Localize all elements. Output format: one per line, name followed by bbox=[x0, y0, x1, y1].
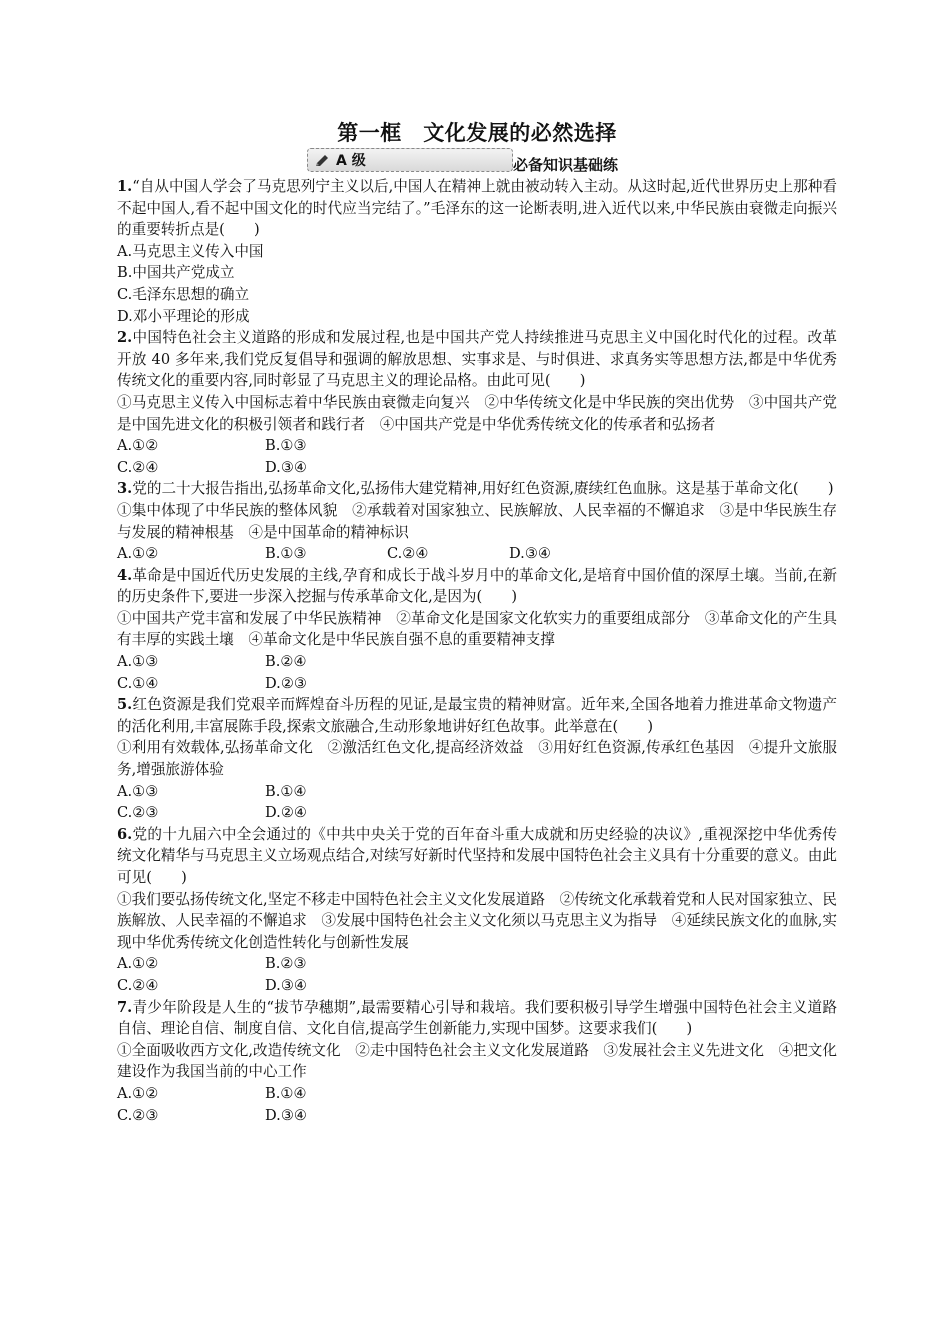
option-c[interactable]: C.毛泽东思想的确立 bbox=[117, 285, 250, 303]
options-row bbox=[117, 1105, 837, 1127]
options-row bbox=[117, 802, 837, 824]
pencil-icon bbox=[314, 154, 330, 168]
question-stem bbox=[117, 176, 837, 241]
option-d[interactable]: D.邓小平理论的形成 bbox=[117, 307, 250, 325]
question-4 bbox=[117, 565, 837, 695]
options-row bbox=[117, 651, 837, 673]
question-stem bbox=[117, 478, 837, 500]
question-text: 青少年阶段是人生的“拔节孕穗期”,最需要精心引导和栽培。我们要积极引导学生增强中国特色社会主义道路自信、理论自信、制度自信、文化自信,提高学生创新能力,实现中国梦。这要求我们( ) bbox=[117, 998, 837, 1038]
option-b[interactable]: B.①③ bbox=[265, 545, 307, 563]
question-text: “自从中国人学会了马克思列宁主义以后,中国人在精神上就由被动转入主动。从这时起,近代世界历史上那种看不起中国人,看不起中国文化的时代应当完结了。”毛泽东的这一论断表明,进入近代以来,中华民族由衰微走向振兴的重要转折点是( ) bbox=[117, 178, 837, 239]
question-5 bbox=[117, 694, 837, 824]
option-c[interactable]: C.②④ bbox=[387, 545, 429, 563]
question-number: 7. bbox=[117, 998, 133, 1016]
question-1 bbox=[117, 176, 837, 327]
question-number: 4. bbox=[117, 566, 133, 584]
option-a[interactable]: A.马克思主义传入中国 bbox=[117, 242, 264, 260]
question-statements: ①集中体现了中华民族的整体风貌 ②承载着对国家独立、民族解放、人民幸福的不懈追求 ③是中华民族生存与发展的精神根基 ④是中国革命的精神标识 bbox=[117, 501, 837, 541]
options-row bbox=[117, 673, 837, 695]
question-stem bbox=[117, 327, 837, 392]
option-c[interactable]: C.②④ bbox=[117, 458, 159, 476]
question-statements: ①我们要弘扬传统文化,坚定不移走中国特色社会主义文化发展道路 ②传统文化承载着党和人民对国家独立、民族解放、人民幸福的不懈追求 ③发展中国特色社会主义文化须以马克思主义为指导 ④延续民族文化的血脉,实现中华优秀传统文化创造性转化与创新性发展 bbox=[117, 890, 837, 951]
option-c[interactable]: C.①④ bbox=[117, 674, 159, 692]
option-b[interactable]: B.①③ bbox=[265, 437, 307, 455]
question-text: 革命是中国近代历史发展的主线,孕育和成长于战斗岁月中的革命文化,是培育中国价值的深厚土壤。当前,在新的历史条件下,要进一步深入挖掘与传承革命文化,是因为( ) bbox=[117, 566, 837, 606]
question-stem bbox=[117, 694, 837, 737]
option-a[interactable]: A.①② bbox=[117, 545, 159, 563]
question-stem bbox=[117, 824, 837, 889]
option-b[interactable]: B.①④ bbox=[265, 782, 307, 800]
options-row bbox=[117, 953, 837, 975]
page-title: 第一框 文化发展的必然选择 bbox=[337, 121, 617, 145]
question-text: 党的二十大报告指出,弘扬革命文化,弘扬伟大建党精神,用好红色资源,赓续红色血脉。这是基于革命文化( ) bbox=[132, 480, 834, 498]
option-c[interactable]: C.②③ bbox=[117, 1106, 159, 1124]
option-a[interactable]: A.①③ bbox=[117, 782, 159, 800]
options-row bbox=[117, 435, 837, 457]
question-statements: ①马克思主义传入中国标志着中华民族由衰微走向复兴 ②中华传统文化是中华民族的突出优势 ③中国共产党是中国先进文化的积极引领者和践行者 ④中国共产党是中华优秀传统文化的传承者和弘扬者 bbox=[117, 393, 837, 433]
question-text: 中国特色社会主义道路的形成和发展过程,也是中国共产党人持续推进马克思主义中国化时代化的过程。改革开放 40 多年来,我们党反复倡导和强调的解放思想、实事求是、与时俱进、求真务实等思想方法,都是中华优秀传统文化的重要内容,同时彰显了马克思主义的理论品格。由此可见( ) bbox=[117, 329, 837, 390]
question-statements: ①利用有效载体,弘扬革命文化 ②激活红色文化,提高经济效益 ③用好红色资源,传承红色基因 ④提升文旅服务,增强旅游体验 bbox=[117, 739, 837, 779]
question-7 bbox=[117, 997, 837, 1127]
option-b[interactable]: B.中国共产党成立 bbox=[117, 264, 235, 282]
option-d[interactable]: D.③④ bbox=[509, 545, 551, 563]
question-stem bbox=[117, 565, 837, 608]
option-d[interactable]: D.③④ bbox=[265, 1106, 307, 1124]
option-c[interactable]: C.②④ bbox=[117, 976, 159, 994]
question-number: 1. bbox=[117, 178, 133, 195]
options-row bbox=[117, 457, 837, 479]
question-number: 6. bbox=[117, 825, 133, 843]
level-header bbox=[117, 148, 837, 176]
question-stem bbox=[117, 997, 837, 1040]
option-b[interactable]: B.②③ bbox=[265, 955, 307, 973]
question-number: 2. bbox=[117, 329, 133, 347]
question-statements: ①全面吸收西方文化,改造传统文化 ②走中国特色社会主义文化发展道路 ③发展社会主义先进文化 ④把文化建设作为我国当前的中心工作 bbox=[117, 1041, 837, 1081]
question-2 bbox=[117, 327, 837, 478]
question-text: 红色资源是我们党艰辛而辉煌奋斗历程的见证,是最宝贵的精神财富。近年来,全国各地着力推进革命文物遗产的活化利用,丰富展陈手段,探索文旅融合,生动形象地讲好红色故事。此举意在( ) bbox=[117, 696, 837, 735]
option-b[interactable]: B.②④ bbox=[265, 653, 307, 671]
level-tag: 必备知识基础练 bbox=[513, 156, 619, 174]
question-3 bbox=[117, 478, 837, 564]
options-row bbox=[117, 975, 837, 997]
option-a[interactable]: A.①② bbox=[117, 437, 159, 455]
option-a[interactable]: A.①③ bbox=[117, 653, 159, 671]
option-d[interactable]: D.③④ bbox=[265, 976, 307, 994]
option-d[interactable]: D.③④ bbox=[265, 458, 307, 476]
option-d[interactable]: D.②③ bbox=[265, 674, 307, 692]
options-row bbox=[117, 1083, 837, 1105]
option-a[interactable]: A.①② bbox=[117, 955, 159, 973]
option-c[interactable]: C.②③ bbox=[117, 804, 159, 822]
option-a[interactable]: A.①② bbox=[117, 1084, 159, 1102]
question-6 bbox=[117, 824, 837, 997]
question-number: 3. bbox=[117, 480, 133, 498]
level-badge bbox=[307, 148, 513, 172]
option-d[interactable]: D.②④ bbox=[265, 804, 307, 822]
level-label: A 级 bbox=[336, 153, 366, 169]
option-b[interactable]: B.①④ bbox=[265, 1084, 307, 1102]
options-row bbox=[117, 781, 837, 803]
options-row bbox=[117, 543, 837, 565]
worksheet-page bbox=[117, 118, 837, 1126]
question-text: 党的十九届六中全会通过的《中共中央关于党的百年奋斗重大成就和历史经验的决议》,重视深挖中华优秀传统文化精华与马克思主义立场观点结合,对续写好新时代坚持和发展中国特色社会主义具有十分重要的意义。由此可见( ) bbox=[117, 825, 837, 886]
question-number: 5. bbox=[117, 696, 133, 714]
question-statements: ①中国共产党丰富和发展了中华民族精神 ②革命文化是国家文化软实力的重要组成部分 ③革命文化的产生具有丰厚的实践土壤 ④革命文化是中华民族自强不息的重要精神支撑 bbox=[117, 609, 837, 649]
